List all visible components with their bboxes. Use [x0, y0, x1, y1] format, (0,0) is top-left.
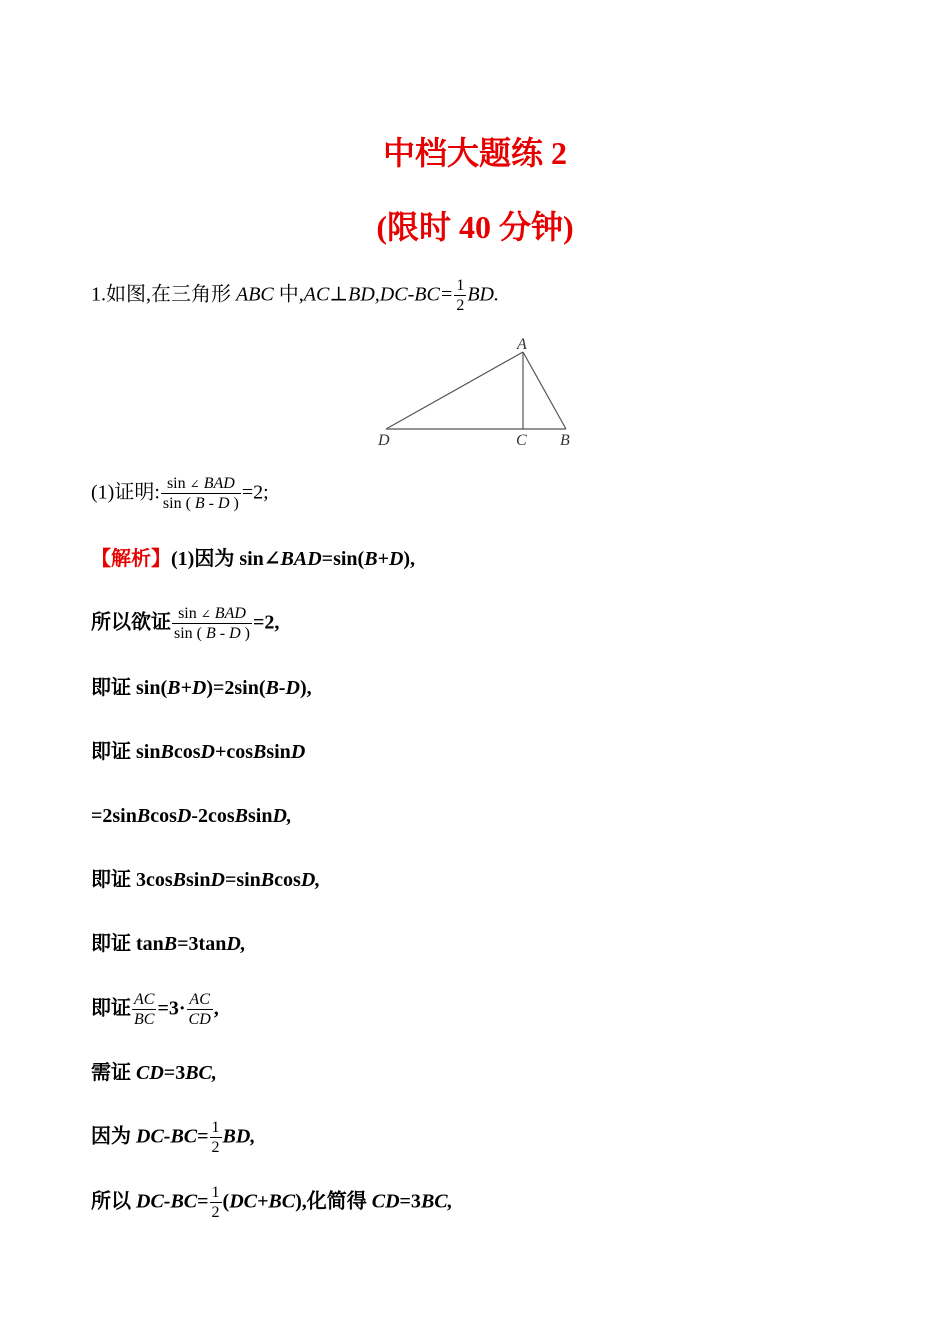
- solution-line-10: 因为 DC-BC= $\frac{1}{2}$ BD,: [91, 1119, 256, 1156]
- segment-da: [386, 352, 523, 429]
- part1-statement: (1)证明: $\frac{\text{sin ∠ BAD}}{\sin ( B - D )}$ =2;: [91, 475, 269, 512]
- fraction-sin-ratio-2: $\frac{\text{sin ∠ BAD}}{\sin ( B - D )}$: [174, 605, 250, 642]
- solution-line-7: 即证 tanB=3tanD,: [91, 933, 246, 955]
- segment-ab: [523, 352, 566, 429]
- solution-line-11: 所以 DC-BC= $\frac{1}{2}$ (DC+BC),化简得 CD=3BC,: [91, 1184, 453, 1221]
- solution-line-3: 即证 sin(B+D)=2sin(B-D),: [91, 677, 312, 699]
- solution-line-8: 即证 $\frac{AC}{BC}$ =3· $\frac{AC}{CD}$ ,: [91, 991, 219, 1028]
- fraction-ac-cd: $\frac{AC}{CD}$: [188, 991, 211, 1028]
- analysis-tag: 【解析】: [91, 548, 171, 570]
- fraction-sin-ratio: $\frac{\text{sin ∠ BAD}}{\sin ( B - D )}$: [162, 475, 239, 512]
- problem-statement: 1.如图,在三角形 ABC 中,AC⊥BD,DC-BC= $\frac{1}{2}$ BD.: [91, 277, 499, 314]
- solution-line-1: 【解析】(1)因为 sin∠BAD=sin(B+D),: [91, 548, 416, 570]
- fraction-half: $\frac{1}{2}$: [456, 277, 465, 314]
- solution-line-9: 需证 CD=3BC,: [91, 1062, 217, 1084]
- label-a: A: [517, 336, 527, 353]
- solution-line-2: 所以欲证 $\frac{\text{sin ∠ BAD}}{\sin ( B - D )}$ =2,: [91, 605, 280, 642]
- page-subtitle: (限时 40 分钟): [376, 209, 574, 245]
- fraction-ac-bc: $\frac{AC}{BC}$: [134, 991, 155, 1028]
- fraction-half-3: $\frac{1}{2}$: [211, 1184, 220, 1221]
- label-b: B: [560, 432, 570, 449]
- triangle-figure: [370, 332, 590, 452]
- label-c: C: [516, 432, 527, 449]
- label-d: D: [378, 432, 390, 449]
- solution-line-6: 即证 3cosBsinD=sinBcosD,: [91, 869, 321, 891]
- fraction-half-2: $\frac{1}{2}$: [211, 1119, 220, 1156]
- solution-line-5: =2sinBcosD-2cosBsinD,: [91, 805, 292, 827]
- page-title: 中档大题练 2: [382, 135, 567, 171]
- solution-line-4: 即证 sinBcosD+cosBsinD: [91, 741, 306, 763]
